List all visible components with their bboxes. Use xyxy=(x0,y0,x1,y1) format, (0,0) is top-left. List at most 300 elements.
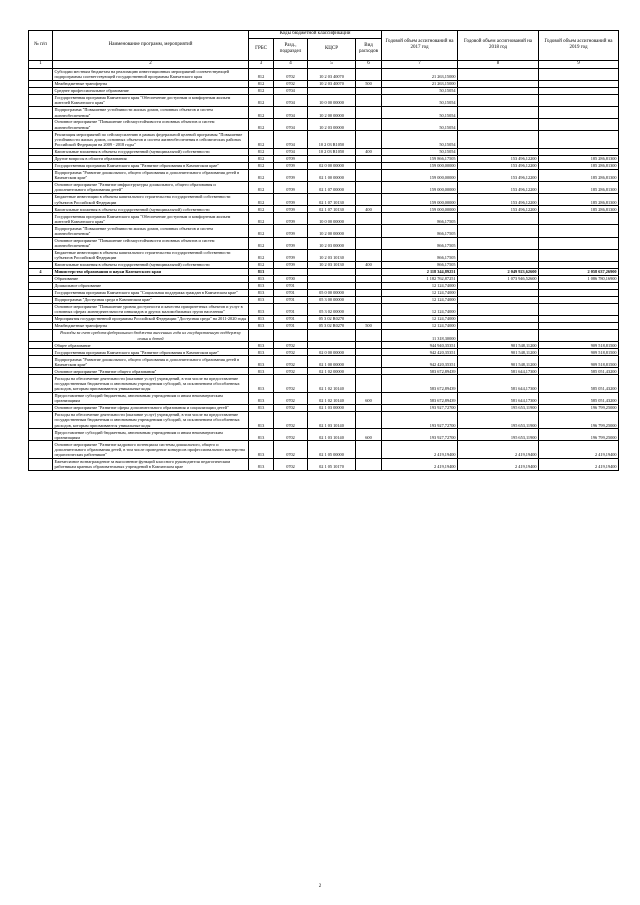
row-amount-2018 xyxy=(458,329,539,341)
row-ksr: 02 1 03 10140 xyxy=(308,411,356,428)
table-row xyxy=(29,68,619,80)
header-index: 5 xyxy=(308,60,356,68)
row-name: Капитальные вложения в объекты государственной (муниципальной) собственности xyxy=(53,206,249,213)
row-number xyxy=(29,349,53,356)
table-row xyxy=(29,282,619,289)
row-amount-2018: 2 049 923,62600 xyxy=(458,268,539,275)
row-ksr: 02 1 05 00000 xyxy=(308,441,356,458)
row-amount-2017: 583 672,89439 xyxy=(382,375,458,392)
row-vr xyxy=(356,249,382,261)
row-amount-2018 xyxy=(458,323,539,330)
table-row xyxy=(29,303,619,315)
row-amount-2019: 196 799,25000 xyxy=(539,429,619,441)
row-ksr xyxy=(308,342,356,349)
row-razd: 0701 xyxy=(274,303,308,315)
row-grbs: 812 xyxy=(249,194,274,206)
row-amount-2017: 12 124,74000 xyxy=(382,282,458,289)
row-number xyxy=(29,289,53,296)
row-ksr: 10 2 03 10130 xyxy=(308,261,356,268)
row-razd: 0709 xyxy=(274,249,308,261)
row-ksr: 10 2 03 40070 xyxy=(308,80,356,87)
table-row xyxy=(29,249,619,261)
row-amount-2018: 153 496,12200 xyxy=(458,181,539,193)
header-num: № п/п xyxy=(29,31,53,61)
row-amount-2017: 50,15054 xyxy=(382,94,458,106)
row-amount-2019: 909 518,81500 xyxy=(539,349,619,356)
row-grbs: 812 xyxy=(249,261,274,268)
header-index: 6 xyxy=(356,60,382,68)
row-razd: 0709 xyxy=(274,206,308,213)
row-number xyxy=(29,342,53,349)
row-vr: 500 xyxy=(356,323,382,330)
row-amount-2017: 159 000,00000 xyxy=(382,169,458,181)
row-amount-2018: 153 496,12200 xyxy=(458,206,539,213)
row-vr xyxy=(356,181,382,193)
row-razd: 0709 xyxy=(274,155,308,162)
row-vr xyxy=(356,368,382,375)
table-row xyxy=(29,296,619,303)
row-name: Дошкольное образование xyxy=(53,282,249,289)
header-index: 3 xyxy=(249,60,274,68)
row-amount-2017: 12 124,74000 xyxy=(382,296,458,303)
row-name: Бюджетные инвестиции в объекты капитального строительства государственной собственности субъектов Российской Федерации xyxy=(53,249,249,261)
row-number xyxy=(29,106,53,118)
row-vr: 400 xyxy=(356,148,382,155)
row-number xyxy=(29,68,53,80)
row-amount-2018: 195 653,11900 xyxy=(458,404,539,411)
row-name: Расходы на обеспечение деятельности (оказание услуг) учреждений, в том числе на предоставление государственным бюджетным и автономным учреждениям субсидий, за исключением обособленных расходов, которым присваиваются уникальные коды xyxy=(53,411,249,428)
row-number xyxy=(29,87,53,94)
row-ksr: 10 0 00 00000 xyxy=(308,213,356,225)
row-number xyxy=(29,213,53,225)
row-number xyxy=(29,392,53,404)
row-amount-2019 xyxy=(539,282,619,289)
row-razd: 0702 xyxy=(274,404,308,411)
row-amount-2019 xyxy=(539,131,619,148)
table-row xyxy=(29,169,619,181)
row-razd: 0702 xyxy=(274,392,308,404)
row-amount-2019 xyxy=(539,316,619,323)
row-vr: 500 xyxy=(356,80,382,87)
row-grbs: 812 xyxy=(249,206,274,213)
row-razd: 0704 xyxy=(274,131,308,148)
table-row xyxy=(29,181,619,193)
row-name: Образование xyxy=(53,275,249,282)
row-amount-2019 xyxy=(539,148,619,155)
row-ksr: 02 1 02 10140 xyxy=(308,392,356,404)
row-name: Основное мероприятие "Повышение сейсмоустойчивости основных объектов и систем жизнеобеспечения" xyxy=(53,237,249,249)
row-grbs: 813 xyxy=(249,392,274,404)
table-row xyxy=(29,316,619,323)
row-amount-2019 xyxy=(539,106,619,118)
table-row xyxy=(29,119,619,131)
row-vr xyxy=(356,87,382,94)
row-ksr: 10 2 03 40070 xyxy=(308,68,356,80)
row-amount-2018: 581 644,17300 xyxy=(458,375,539,392)
row-amount-2018: 153 496,12200 xyxy=(458,194,539,206)
table-row xyxy=(29,342,619,349)
row-grbs: 813 xyxy=(249,282,274,289)
row-number: 4 xyxy=(29,268,53,275)
row-vr xyxy=(356,194,382,206)
row-amount-2017: 2 419,19400 xyxy=(382,458,458,470)
row-razd: 0702 xyxy=(274,458,308,470)
row-grbs: 812 xyxy=(249,225,274,237)
row-razd: 0701 xyxy=(274,289,308,296)
row-vr xyxy=(356,268,382,275)
row-name: Министерство образования и науки Камчатского края xyxy=(53,268,249,275)
row-amount-2018: 195 653,11900 xyxy=(458,411,539,428)
row-amount-2017: 50,15054 xyxy=(382,148,458,155)
row-amount-2019: 1 086 780,16900 xyxy=(539,275,619,282)
row-ksr: 10 2 03 10130 xyxy=(308,249,356,261)
table-row xyxy=(29,80,619,87)
row-amount-2019: 2 419,19400 xyxy=(539,441,619,458)
row-number xyxy=(29,296,53,303)
row-name: Государственная программа Камчатского края "Развитие образования в Камчатском крае" xyxy=(53,162,249,169)
row-name: Предоставление субсидий бюджетным, автономным учреждениям и иным некоммерческим организациям xyxy=(53,429,249,441)
row-amount-2017: 942 420,35351 xyxy=(382,356,458,368)
row-amount-2019 xyxy=(539,237,619,249)
row-name: Государственная программа Камчатского края "Обеспечение доступным и комфортным жильем жителей Камчатского края" xyxy=(53,213,249,225)
row-amount-2017: 50,15054 xyxy=(382,131,458,148)
row-vr xyxy=(356,106,382,118)
row-name: Расходы на обеспечение деятельности (оказание услуг) учреждений, в том числе на предоставление государственным бюджетным и автономным учреждениям субсидий, за исключением обособленных расходов, которым присваиваются уникальные коды xyxy=(53,375,249,392)
row-name: Подпрограмма "Повышение устойчивости жилых домов, основных объектов и систем жизнеобеспечения" xyxy=(53,225,249,237)
row-number xyxy=(29,329,53,341)
row-amount-2019 xyxy=(539,303,619,315)
row-vr xyxy=(356,225,382,237)
row-vr xyxy=(356,162,382,169)
table-row xyxy=(29,148,619,155)
row-amount-2017: 866,17505 xyxy=(382,225,458,237)
row-razd: 0704 xyxy=(274,87,308,94)
row-amount-2019 xyxy=(539,289,619,296)
row-amount-2017: 159 000,00000 xyxy=(382,206,458,213)
row-name: Подпрограмма "Доступная среда в Камчатском крае" xyxy=(53,296,249,303)
row-amount-2018: 901 548,11200 xyxy=(458,356,539,368)
row-razd: 0709 xyxy=(274,194,308,206)
row-amount-2018 xyxy=(458,94,539,106)
table-row xyxy=(29,368,619,375)
row-vr xyxy=(356,155,382,162)
row-name: Капитальные вложения в объекты государственной (муниципальной) собственности xyxy=(53,148,249,155)
row-number xyxy=(29,80,53,87)
row-amount-2017: 193 927,72700 xyxy=(382,404,458,411)
row-ksr: 05 3 02 R0270 xyxy=(308,316,356,323)
row-grbs: 813 xyxy=(249,375,274,392)
row-vr xyxy=(356,296,382,303)
header-2017: Годовой объем ассигнований на 2017 год xyxy=(382,31,458,61)
row-grbs: 812 xyxy=(249,237,274,249)
row-grbs: 813 xyxy=(249,441,274,458)
row-grbs: 812 xyxy=(249,119,274,131)
row-ksr: 10 2 03 00000 xyxy=(308,237,356,249)
row-number xyxy=(29,194,53,206)
table-row xyxy=(29,94,619,106)
row-amount-2018 xyxy=(458,249,539,261)
header-razd: Разд., подраздел xyxy=(274,38,308,60)
row-number xyxy=(29,225,53,237)
row-ksr: 10 2 03 R1050 xyxy=(308,131,356,148)
row-amount-2018 xyxy=(458,282,539,289)
row-name: Подпрограмма "Развитие дошкольного, общего образования и дополнительного образования детей в Камчатском крае" xyxy=(53,169,249,181)
row-vr xyxy=(356,316,382,323)
row-razd: 0702 xyxy=(274,349,308,356)
row-amount-2018 xyxy=(458,261,539,268)
row-amount-2017: 11 318,30000 xyxy=(382,329,458,341)
row-amount-2017: 50,15054 xyxy=(382,106,458,118)
row-number xyxy=(29,275,53,282)
row-number xyxy=(29,148,53,155)
row-grbs: 813 xyxy=(249,342,274,349)
row-name: Ежемесячное вознаграждение за выполнение функций классного руководителя педагогическим работникам краевых образовательных учреждений в Камчатском крае xyxy=(53,458,249,470)
header-vr: Вид расходов xyxy=(356,38,382,60)
row-razd: 0702 xyxy=(274,356,308,368)
row-grbs: 813 xyxy=(249,429,274,441)
row-razd: 0704 xyxy=(274,106,308,118)
row-amount-2019 xyxy=(539,68,619,80)
row-ksr xyxy=(308,275,356,282)
row-amount-2019: 185 286,81300 xyxy=(539,169,619,181)
row-razd: 0709 xyxy=(274,169,308,181)
row-grbs: 813 xyxy=(249,411,274,428)
row-razd: 0702 xyxy=(274,342,308,349)
row-number xyxy=(29,458,53,470)
row-grbs: 812 xyxy=(249,181,274,193)
table-row xyxy=(29,131,619,148)
row-grbs: 812 xyxy=(249,68,274,80)
row-grbs: 813 xyxy=(249,368,274,375)
row-grbs xyxy=(249,329,274,341)
row-ksr: 10 2 00 00000 xyxy=(308,106,356,118)
row-razd: 0702 xyxy=(274,375,308,392)
row-razd: 0702 xyxy=(274,411,308,428)
row-name: Государственная программа Камчатского края "Социальная поддержка граждан в Камчатском крае" xyxy=(53,289,249,296)
table-row xyxy=(29,194,619,206)
header-ksr: КЦСР xyxy=(308,38,356,60)
row-ksr: 10 0 00 00000 xyxy=(308,94,356,106)
row-name: Мероприятия государственной программы Российской Федерации "Доступная среда" на 2011-2020 годы xyxy=(53,316,249,323)
row-ksr: 02 1 05 10170 xyxy=(308,458,356,470)
row-ksr xyxy=(308,268,356,275)
row-amount-2019: 909 518,81500 xyxy=(539,342,619,349)
table-row xyxy=(29,441,619,458)
row-amount-2019: 185 286,81300 xyxy=(539,162,619,169)
row-name: Реализация мероприятий по сейсмоусилению в рамках федеральной целевой программы "Повышение устойчивости жилых домов, основных объектов и систем жизнеобеспечения в сейсмических районах Российской Федерации на 2009 - 2018 годы" xyxy=(53,131,249,148)
row-number xyxy=(29,169,53,181)
row-grbs: 812 xyxy=(249,131,274,148)
row-razd xyxy=(274,329,308,341)
row-amount-2017: 866,17505 xyxy=(382,261,458,268)
row-name: Общее образование xyxy=(53,342,249,349)
row-grbs: 812 xyxy=(249,169,274,181)
row-amount-2017: 21 263,15000 xyxy=(382,68,458,80)
table-row xyxy=(29,392,619,404)
header-name: Наименование программ, мероприятий xyxy=(53,31,249,61)
row-amount-2019: 196 799,25000 xyxy=(539,411,619,428)
row-number xyxy=(29,261,53,268)
header-index: 2 xyxy=(53,60,249,68)
row-name: Государственная программа Камчатского края "Обеспечение доступным и комфортным жильем жителей Камчатского края" xyxy=(53,94,249,106)
row-amount-2017: 159 866,17505 xyxy=(382,155,458,162)
row-razd: 0704 xyxy=(274,119,308,131)
row-amount-2018 xyxy=(458,106,539,118)
header-codes-group: Коды бюджетной классификации xyxy=(249,31,382,39)
row-razd: 0702 xyxy=(274,80,308,87)
row-amount-2017: 12 124,74000 xyxy=(382,303,458,315)
row-amount-2019: 2 419,19400 xyxy=(539,458,619,470)
row-ksr: 10 2 00 00000 xyxy=(308,225,356,237)
row-amount-2017: 942 420,35351 xyxy=(382,349,458,356)
row-number xyxy=(29,441,53,458)
row-vr xyxy=(356,289,382,296)
row-number xyxy=(29,162,53,169)
row-amount-2019 xyxy=(539,80,619,87)
row-vr xyxy=(356,458,382,470)
table-row xyxy=(29,162,619,169)
row-name: Государственная программа Камчатского края "Развитие образования в Камчатском крае" xyxy=(53,349,249,356)
header-2019: Годовой объем ассигнований на 2019 год xyxy=(539,31,619,61)
row-ksr xyxy=(308,329,356,341)
row-amount-2018 xyxy=(458,119,539,131)
header-index: 1 xyxy=(29,60,53,68)
budget-table xyxy=(28,30,619,471)
row-number xyxy=(29,249,53,261)
row-razd: 0702 xyxy=(274,368,308,375)
row-grbs: 812 xyxy=(249,213,274,225)
row-amount-2017: 866,17505 xyxy=(382,249,458,261)
row-razd: 0709 xyxy=(274,237,308,249)
row-ksr xyxy=(308,155,356,162)
row-amount-2017: 2 118 344,89251 xyxy=(382,268,458,275)
row-amount-2017: 2 419,19400 xyxy=(382,441,458,458)
row-grbs: 813 xyxy=(249,316,274,323)
row-amount-2018 xyxy=(458,213,539,225)
row-grbs: 812 xyxy=(249,162,274,169)
row-amount-2019 xyxy=(539,213,619,225)
row-grbs: 813 xyxy=(249,458,274,470)
row-name: Основное мероприятие "Развитие общего образования" xyxy=(53,368,249,375)
row-number xyxy=(29,375,53,392)
row-vr xyxy=(356,342,382,349)
row-razd: 0709 xyxy=(274,162,308,169)
row-grbs: 812 xyxy=(249,249,274,261)
row-ksr xyxy=(308,282,356,289)
row-number xyxy=(29,404,53,411)
header-index: 8 xyxy=(458,60,539,68)
row-razd: 0709 xyxy=(274,181,308,193)
row-ksr: 02 1 00 00000 xyxy=(308,356,356,368)
row-vr xyxy=(356,131,382,148)
row-amount-2018 xyxy=(458,148,539,155)
table-row xyxy=(29,225,619,237)
row-amount-2017: 12 124,74000 xyxy=(382,323,458,330)
row-razd: 0702 xyxy=(274,68,308,80)
row-number xyxy=(29,429,53,441)
header-2018: Годовой объем ассигнований на 2018 год xyxy=(458,31,539,61)
page-number: 2 xyxy=(318,884,322,889)
table-row xyxy=(29,261,619,268)
row-razd: 0709 xyxy=(274,261,308,268)
table-row xyxy=(29,323,619,330)
row-number xyxy=(29,368,53,375)
row-name: Среднее профессиональное образование xyxy=(53,87,249,94)
table-row xyxy=(29,289,619,296)
table-row xyxy=(29,404,619,411)
row-amount-2017: 193 927,72700 xyxy=(382,429,458,441)
row-vr xyxy=(356,411,382,428)
row-vr xyxy=(356,349,382,356)
row-grbs: 813 xyxy=(249,296,274,303)
row-name: Основное мероприятие "Развитие инфраструктуры дошкольного, общего образования и дополнительного образования детей" xyxy=(53,181,249,193)
row-ksr: 05 0 00 00000 xyxy=(308,289,356,296)
row-ksr: 02 1 00 00000 xyxy=(308,169,356,181)
row-ksr: 02 1 03 10140 xyxy=(308,429,356,441)
row-amount-2019 xyxy=(539,296,619,303)
row-ksr: 05 3 02 00000 xyxy=(308,303,356,315)
row-amount-2017: 12 124,74000 xyxy=(382,316,458,323)
row-amount-2019 xyxy=(539,261,619,268)
row-ksr xyxy=(308,87,356,94)
row-name: Подпрограмма "Повышение устойчивости жилых домов, основных объектов и систем жизнеобеспечения" xyxy=(53,106,249,118)
row-grbs: 812 xyxy=(249,148,274,155)
row-number xyxy=(29,119,53,131)
row-name: Субсидии местным бюджетам на реализацию инвестиционных мероприятий соответствующей подпрограммы соответствующей государственной программы Камчатского края xyxy=(53,68,249,80)
row-number xyxy=(29,316,53,323)
row-amount-2019 xyxy=(539,94,619,106)
row-amount-2019: 185 286,81300 xyxy=(539,206,619,213)
row-vr xyxy=(356,119,382,131)
table-row xyxy=(29,375,619,392)
row-ksr: 10 2 03 00000 xyxy=(308,119,356,131)
table-row xyxy=(29,206,619,213)
row-grbs: 812 xyxy=(249,155,274,162)
row-amount-2019 xyxy=(539,249,619,261)
row-number xyxy=(29,411,53,428)
row-note: Расходы за счет средств федерального бюджета внесенных года их государственную поддержку семьи и детей xyxy=(53,329,249,341)
row-amount-2017: 50,15054 xyxy=(382,87,458,94)
row-vr xyxy=(356,375,382,392)
table-row xyxy=(29,329,619,341)
row-razd: 0709 xyxy=(274,213,308,225)
row-amount-2017: 50,15054 xyxy=(382,119,458,131)
row-razd: 0701 xyxy=(274,316,308,323)
row-amount-2018 xyxy=(458,80,539,87)
row-grbs: 812 xyxy=(249,87,274,94)
row-vr: 600 xyxy=(356,429,382,441)
row-amount-2019: 585 051,43200 xyxy=(539,375,619,392)
row-amount-2017: 159 000,00000 xyxy=(382,162,458,169)
row-number xyxy=(29,303,53,315)
row-amount-2018: 153 496,12200 xyxy=(458,169,539,181)
row-amount-2019 xyxy=(539,119,619,131)
row-grbs: 813 xyxy=(249,356,274,368)
row-amount-2017: 583 672,89439 xyxy=(382,368,458,375)
row-amount-2018 xyxy=(458,131,539,148)
row-ksr: 02 1 02 00000 xyxy=(308,368,356,375)
row-name: Подпрограмма "Развитие дошкольного, общего образования и дополнительного образования детей в Камчатском крае" xyxy=(53,356,249,368)
row-grbs: 813 xyxy=(249,289,274,296)
row-amount-2017: 159 000,00000 xyxy=(382,194,458,206)
row-amount-2018 xyxy=(458,316,539,323)
table-row xyxy=(29,106,619,118)
row-vr: 400 xyxy=(356,261,382,268)
row-razd: 0704 xyxy=(274,148,308,155)
row-name: Бюджетные инвестиции в объекты капитального строительства государственной собственности субъектов Российской Федерации xyxy=(53,194,249,206)
row-ksr: 02 1 02 10140 xyxy=(308,375,356,392)
row-number xyxy=(29,282,53,289)
